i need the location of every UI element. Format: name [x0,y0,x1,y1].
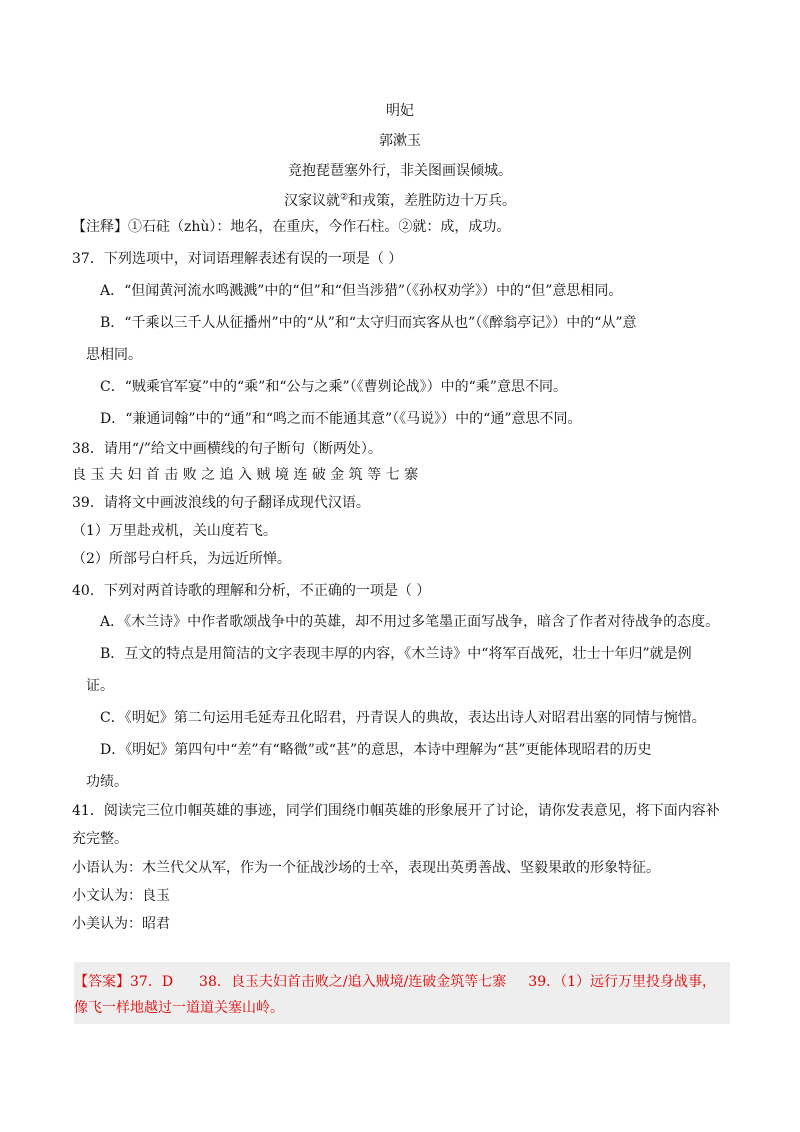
question-40-option-a: A．《木兰诗》中作者歌颂战争中的英雄，却不用过多笔墨正面写战争，暗含了作者对待战争的态度。 [100,614,720,630]
question-38-stem: 38．请用“/”给文中画横线的句子断句（断两处）。 [72,441,382,457]
question-37-option-b: B．“千乘以三千人从征播州”中的“从”和“太守归而宾客从也”（《醉翁亭记》）中的“从”意 [100,315,637,331]
answer-line-2: 像飞一样地越过一道道关塞山岭。 [74,1000,284,1016]
question-41-xiaomei: 小美认为：昭君 [72,916,170,932]
question-40-option-d: D．《明妃》第四句中“差”有“略微”或“甚”的意思，本诗中理解为“甚”更能体现昭君的历史 [100,742,652,758]
poem-title: 明妃 [386,103,414,119]
question-37-option-b-cont: 思相同。 [86,347,142,363]
poem-line-1: 竞抱琵琶塞外行，非关图画误倾城。 [288,163,512,179]
annotation-note: 【注释】①石砫（zhù）：地名，在重庆，今作石柱。②就：成，成功。 [72,219,511,235]
answer-38: 38．良玉夫妇首击败之/追入贼境/连破金筑等七寨 [199,974,507,990]
question-40-option-d-cont: 功绩。 [86,774,128,790]
question-39-stem: 39．请将文中画波浪线的句子翻译成现代汉语。 [72,495,370,511]
question-41-stem: 41．阅读完三位巾帼英雄的事迹，同学们围绕巾帼英雄的形象展开了讨论，请你发表意见，将下面内容补 [72,803,720,819]
question-40-option-b-cont: 证。 [86,678,114,694]
poem-author: 郭漱玉 [379,133,421,149]
question-37-stem: 37．下列选项中，对词语理解表述有误的一项是（ ） [72,251,403,267]
question-40-stem: 40．下列对两首诗歌的理解和分析，不正确的一项是（ ） [72,583,431,599]
answer-tag: 【答案】 [74,974,130,990]
answer-39: 39．（1）远行万里投身战事， [528,974,717,990]
question-39-sentence-2: （2）所部号白杆兵，为远近所惮。 [72,551,291,567]
poem-line-2 [0,191,800,211]
question-37-option-c: C．“贼乘官军宴”中的“乘”和“公与之乘”（《曹刿论战》）中的“乘”意思不同。 [100,379,567,395]
answer-line-1 [74,972,716,992]
question-38-sentence: 良 玉 夫 妇 首 击 败 之 追 入 贼 境 连 破 金 筑 等 七 寨 [72,467,419,483]
question-41-stem-cont: 充完整。 [72,831,128,847]
question-41-xiaowen: 小文认为：良玉 [72,888,170,904]
note-marker: ② [339,192,349,203]
question-40-option-c: C．《明妃》第二句运用毛延寿丑化昭君，丹青误人的典故，表达出诗人对昭君出塞的同情与惋惜。 [100,710,706,726]
poem-line-2-pre: 汉家议就 [283,193,340,209]
question-41-xiaoyu: 小语认为：木兰代父从军，作为一个征战沙场的士卒，表现出英勇善战、坚毅果敢的形象特征。 [72,860,660,876]
question-37-option-d: D．“兼通词翰”中的“通”和“鸣之而不能通其意”（《马说》）中的“通”意思不同。 [100,411,582,427]
answer-37: 37．D [130,974,174,990]
question-40-option-b: B．互文的特点是用简洁的文字表现丰厚的内容，《木兰诗》中“将军百战死，壮士十年归”就是例 [100,646,692,662]
question-37-option-a: A．“但闻黄河流水鸣溅溅”中的“但”和“但当涉猎”（《孙权劝学》）中的“但”意思相同。 [100,283,623,299]
poem-line-2-post: 和戎策，差胜防边十万兵。 [348,193,517,209]
question-39-sentence-1: （1）万里赴戎机，关山度若飞。 [72,523,277,539]
